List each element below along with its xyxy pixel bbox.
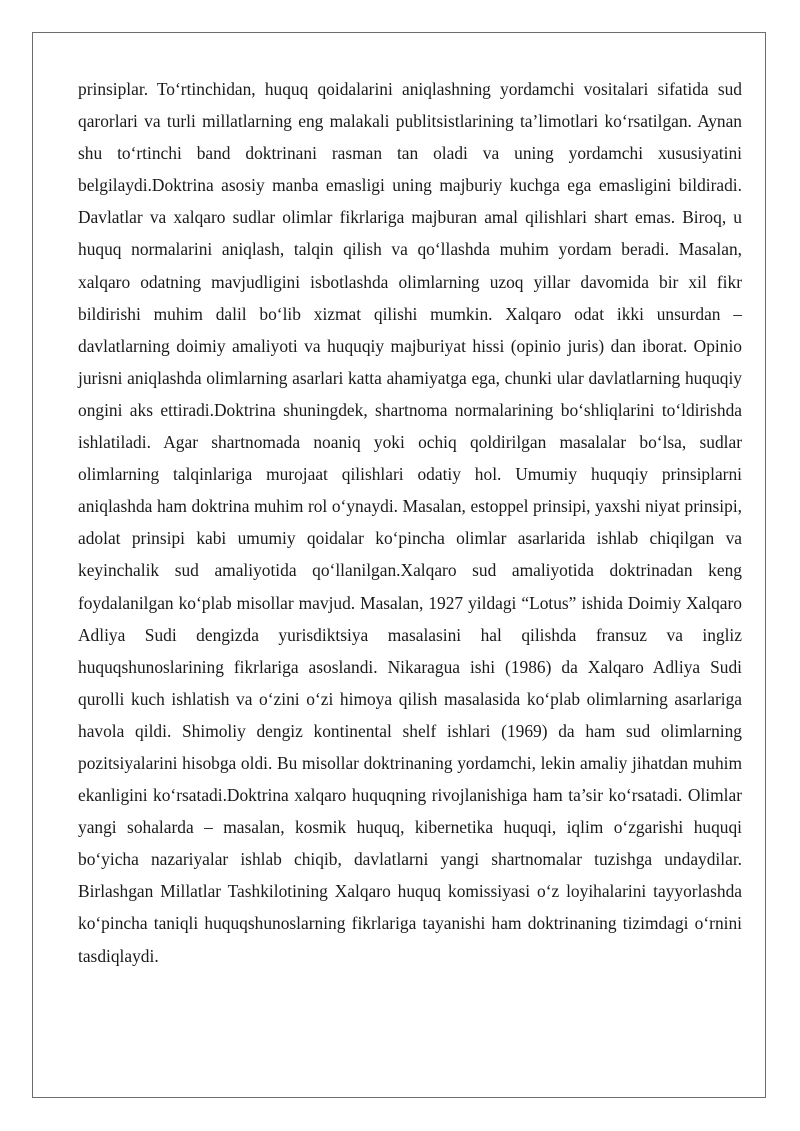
body-paragraph: prinsiplar. To‘rtinchidan, huquq qoidalarini aniqlashning yordamchi vositalari sifatida sud qarorlari va turli millatlarning eng malakali publitsistlarining ta’limotlari ko‘rsatilgan. Aynan shu to‘rtinchi band doktrinani rasman tan oladi va uning yordamchi xususiyatini belgilaydi.Doktrina asosiy manba emasligi uning majburiy kuchga ega emasligini bildiradi. Davlatlar va xalqaro sudlar olimlar fikrlariga majburan amal qilishlari shart emas. Biroq, u huquq normalarini aniqlash, talqin qilish va qo‘llashda muhim yordam beradi. Masalan, xalqaro odatning mavjudligini isbotlashda olimlarning uzoq yillar davomida bir xil fikr bildirishi muhim dalil bo‘lib xizmat qilishi mumkin. Xalqaro odat ikki unsurdan – davlatlarning doimiy amaliyoti va huquqiy majburiyat hissi (opinio juris) dan iborat. Opinio jurisni aniqlashda olimlarning asarlari katta ahamiyatga ega, chunki ular davlatlarning huquqiy ongini aks ettiradi.Doktrina shuningdek, shartnoma normalarining bo‘shliqlarini to‘ldirishda ishlatiladi. Agar shartnomada noaniq yoki ochiq qoldirilgan masalalar bo‘lsa, sudlar olimlarning talqinlariga murojaat qilishlari odatiy hol. Umumiy huquqiy prinsiplarni aniqlashda ham doktrina muhim rol o‘ynaydi. Masalan, estoppel prinsipi, yaxshi niyat prinsipi, adolat prinsipi kabi umumiy qoidalar ko‘pincha olimlar asarlarida ishlab chiqilgan va keyinchalik sud amaliyotida qo‘llanilgan.Xalqaro sud amaliyotida doktrinadan keng foydalanilgan ko‘plab misollar mavjud. Masalan, 1927 yildagi “Lotus” ishida Doimiy Xalqaro Adliya Sudi dengizda yurisdiktsiya masalasini hal qilishda fransuz va ingliz huquqshunoslarining fikrlariga asoslandi. Nikaragua ishi (1986) da Xalqaro Adliya Sudi qurolli kuch ishlatish va o‘zini o‘zi himoya qilish masalasida ko‘plab olimlarning asarlariga havola qildi. Shimoliy dengiz kontinental shelf ishlari (1969) da ham sud olimlarning pozitsiyalarini hisobga oldi. Bu misollar doktrinaning yordamchi, lekin amaliy jihatdan muhim ekanligini ko‘rsatadi.Doktrina xalqaro huquqning rivojlanishiga ham ta’sir ko‘rsatadi. Olimlar yangi sohalarda – masalan, kosmik huquq, kibernetika huquqi, iqlim o‘zgarishi huquqi bo‘yicha nazariyalar ishlab chiqib, davlatlarni yangi shartnomalar tuzishga undaydilar. Birlashgan Millatlar Tashkilotining Xalqaro huquq komissiyasi o‘z loyihalarini tayyorlashda ko‘pincha taniqli huquqshunoslarning fikrlariga tayanishi ham doktrinaning tizimdagi o‘rnini tasdiqlaydi. <box>78 79 742 966</box>
